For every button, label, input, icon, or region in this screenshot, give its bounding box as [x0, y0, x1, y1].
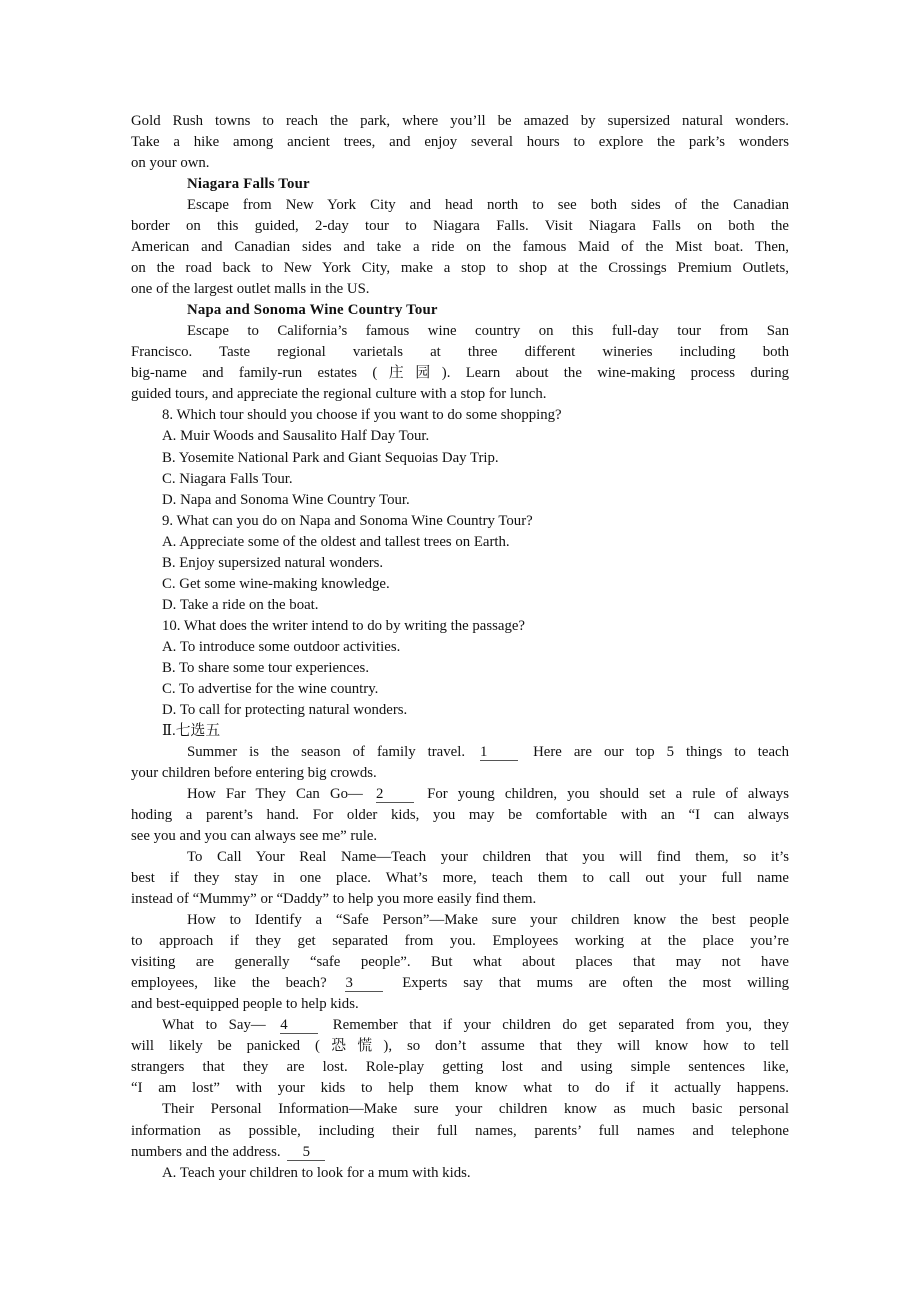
line-text: A. Muir Woods and Sausalito Half Day Tour. — [162, 428, 430, 445]
text-line — [131, 679, 789, 700]
text-line — [131, 868, 789, 889]
text-line — [131, 1121, 789, 1142]
line-text-after-blank: Here are our top 5 things to teach — [533, 743, 789, 760]
line-text: “I am lost” with your kids to help them know what to do if it actually happens. — [131, 1080, 789, 1097]
text-line — [131, 132, 789, 153]
line-text: information as possible, including their full names, parents’ full names and telephone — [131, 1122, 789, 1139]
line-text: B. Yosemite National Park and Giant Sequoias Day Trip. — [162, 449, 499, 466]
line-text: one of the largest outlet malls in the US. — [131, 281, 370, 298]
answer-blank: 1 — [480, 745, 518, 761]
line-text: hoding a parent’s hand. For older kids, you may be comfortable with an “I can always — [131, 807, 789, 824]
text-line — [131, 952, 789, 973]
line-text: on your own. — [131, 155, 210, 172]
line-text-after-blank: Experts say that mums are often the most willing — [402, 975, 789, 992]
line-text: numbers and the address. — [131, 1143, 281, 1160]
text-line — [131, 889, 789, 910]
line-text: 10. What does the writer intend to do by writing the passage? — [162, 617, 525, 634]
line-text: A. Appreciate some of the oldest and tallest trees on Earth. — [162, 533, 510, 550]
text-line — [131, 616, 789, 637]
text-line — [131, 553, 789, 574]
text-line — [131, 826, 789, 847]
line-text: Napa and Sonoma Wine Country Tour — [187, 302, 438, 319]
line-text: Escape to California’s famous wine country on this full-day tour from San — [187, 323, 789, 340]
line-text: and best-equipped people to help kids. — [131, 996, 359, 1013]
line-text: 8. Which tour should you choose if you want to do some shopping? — [162, 407, 562, 424]
text-line — [131, 931, 789, 952]
text-line — [131, 1142, 789, 1163]
line-text: visiting are generally “safe people”. But what about places that may not have — [131, 954, 789, 971]
text-line — [131, 805, 789, 826]
text-line — [131, 321, 789, 342]
line-text: will likely be panicked (恐慌), so don’t assume that they will know how to tell — [131, 1038, 789, 1055]
text-line — [131, 532, 789, 553]
text-line — [131, 216, 789, 237]
line-text: strangers that they are lost. Role-play getting lost and using simple sentences like, — [131, 1059, 789, 1076]
text-line — [131, 111, 789, 132]
line-text: Francisco. Taste regional varietals at three different wineries including both — [131, 344, 789, 361]
line-text: on the road back to New York City, make a stop to shop at the Crossings Premium Outlets, — [131, 260, 789, 277]
text-line — [131, 405, 789, 426]
text-line — [131, 426, 789, 447]
text-line — [131, 1078, 789, 1099]
text-line — [131, 469, 789, 490]
text-line — [131, 1099, 789, 1120]
answer-blank: 3 — [345, 976, 383, 992]
text-line — [131, 448, 789, 469]
text-line — [131, 700, 789, 721]
text-line — [131, 1015, 789, 1036]
line-text-after-blank: Remember that if your children do get separated from you, they — [332, 1017, 789, 1034]
line-text: instead of “Mummy” or “Daddy” to help you more easily find them. — [131, 891, 537, 908]
line-text: big-name and family-run estates (庄园). Learn about the wine-making process during — [131, 365, 789, 382]
text-line — [131, 994, 789, 1015]
answer-blank: 2 — [376, 787, 414, 803]
line-text: American and Canadian sides and take a ride on the famous Maid of the Mist boat. Then, — [131, 239, 789, 256]
line-text: best if they stay in one place. What’s more, teach them to call out your full name — [131, 870, 789, 887]
text-line — [131, 237, 789, 258]
text-line — [131, 910, 789, 931]
line-text: D. To call for protecting natural wonders. — [162, 701, 408, 718]
text-line — [131, 637, 789, 658]
text-line — [131, 742, 789, 763]
text-line — [131, 763, 789, 784]
line-text: Their Personal Information—Make sure your children know as much basic personal — [162, 1101, 789, 1118]
text-line — [131, 1163, 789, 1184]
line-text: border on this guided, 2-day tour to Niagara Falls. Visit Niagara Falls on both the — [131, 218, 789, 235]
text-line — [131, 574, 789, 595]
section-heading — [131, 174, 789, 195]
text-line — [131, 784, 789, 805]
line-text: What to Say— — [162, 1017, 266, 1034]
text-line — [131, 721, 789, 742]
line-text: 9. What can you do on Napa and Sonoma Wine Country Tour? — [162, 512, 533, 529]
answer-blank: 4 — [280, 1018, 318, 1034]
line-text: C. Niagara Falls Tour. — [162, 470, 293, 487]
line-text: Take a hike among ancient trees, and enjoy several hours to explore the park’s wonders — [131, 134, 789, 151]
text-line — [131, 1057, 789, 1078]
line-text: to approach if they get separated from you. Employees working at the place you’re — [131, 933, 789, 950]
text-line — [131, 363, 789, 384]
line-text: employees, like the beach? — [131, 975, 327, 992]
answer-blank: 5 — [287, 1145, 325, 1161]
text-line — [131, 1036, 789, 1057]
text-line — [131, 342, 789, 363]
section-heading — [131, 300, 789, 321]
line-text: Niagara Falls Tour — [187, 176, 310, 193]
document-page — [131, 111, 789, 1184]
text-line — [131, 847, 789, 868]
line-text: D. Take a ride on the boat. — [162, 596, 319, 613]
line-text: How to Identify a “Safe Person”—Make sure your children know the best people — [187, 912, 789, 929]
line-text: A. To introduce some outdoor activities. — [162, 638, 401, 655]
text-line — [131, 595, 789, 616]
line-text: C. Get some wine-making knowledge. — [162, 575, 390, 592]
line-text: your children before entering big crowds. — [131, 764, 377, 781]
line-text: see you and you can always see me” rule. — [131, 828, 378, 845]
line-text: B. Enjoy supersized natural wonders. — [162, 554, 384, 571]
line-text: To Call Your Real Name—Teach your children that you will find them, so it’s — [187, 849, 789, 866]
line-text: How Far They Can Go— — [187, 786, 363, 802]
text-line — [131, 258, 789, 279]
line-text: Gold Rush towns to reach the park, where you’ll be amazed by supersized natural wonders. — [131, 113, 789, 129]
line-text: Summer is the season of family travel. — [187, 743, 466, 760]
line-text: A. Teach your children to look for a mum with kids. — [162, 1164, 471, 1181]
line-text: Escape from New York City and head north to see both sides of the Canadian — [187, 197, 789, 214]
text-line — [131, 195, 789, 216]
text-line — [131, 384, 789, 405]
text-line — [131, 490, 789, 511]
line-text: Ⅱ.七选五 — [162, 722, 221, 739]
line-text: guided tours, and appreciate the regional culture with a stop for lunch. — [131, 386, 547, 403]
text-line — [131, 279, 789, 300]
line-text: C. To advertise for the wine country. — [162, 680, 379, 697]
text-line — [131, 973, 789, 994]
text-line — [131, 153, 789, 174]
line-text-after-blank: For young children, you should set a rule of always — [427, 786, 789, 802]
line-text: D. Napa and Sonoma Wine Country Tour. — [162, 491, 410, 508]
text-line — [131, 511, 789, 532]
line-text: B. To share some tour experiences. — [162, 659, 370, 676]
text-line — [131, 658, 789, 679]
